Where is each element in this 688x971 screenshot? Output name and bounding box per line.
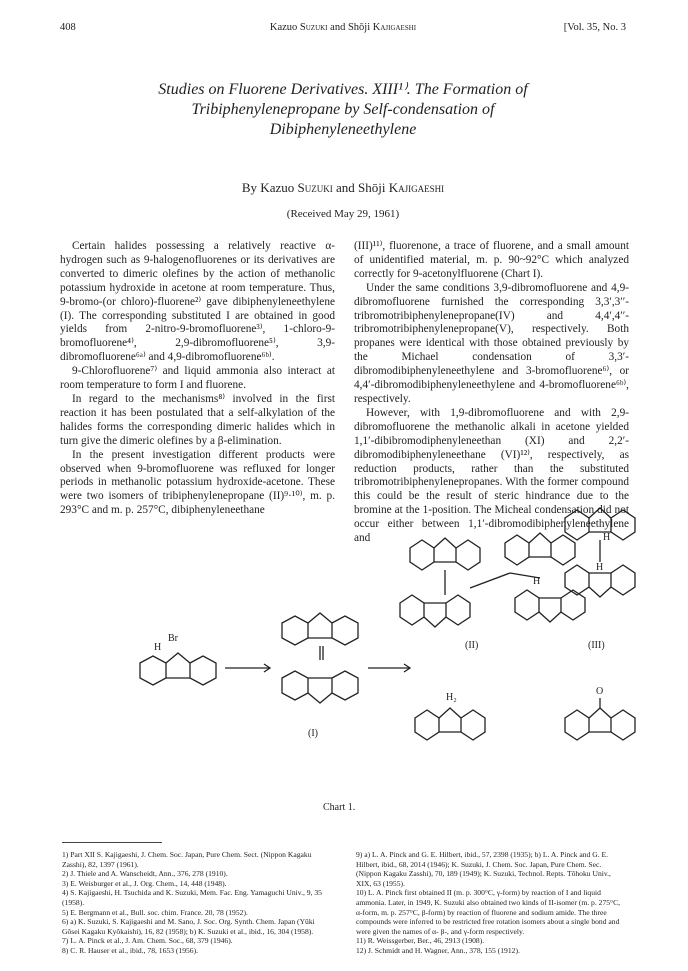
- paragraph: Certain halides possessing a relatively reactive α-hydrogen such as 9-halogenofluorenes or its derivatives are converted to dimeric olefines by the action of methanolic potassium hydroxide in acetone at room temperature. Thus, 9-bromo-(or chloro)-fluorene²⁾ gave dibiphenyleneethylene (I). The corresponding substituted I are obtained in good yields from 2-nitro-9-bromofluorene³⁾, 1-chloro-9-bromofluorene⁴⁾, 2,9-dibromofluorene⁵⁾, 3,9-dibromofluorene⁶ᵃ⁾ and 4,9-dibromofluorene⁶ᵇ⁾.: [60, 240, 335, 364]
- article-title: Studies on Fluorene Derivatives. XIII¹⁾. The Formation of Tribiphenylenepropane by Self-condensation of Dibiphenyleneethylene: [158, 81, 528, 138]
- fluorene-structure: [415, 708, 485, 740]
- atom-label-H: H: [533, 576, 541, 587]
- paragraph: 9-Chlorofluorene⁷⁾ and liquid ammonia also interact at room temperature to form I and fluorene.: [60, 365, 335, 392]
- footnote: 1) Part XII S. Kajigaeshi, J. Chem. Soc. Japan, Pure Chem. Sect. (Nippon Kagaku Zasshi), 82, 1397 (1961).: [62, 850, 312, 869]
- footnote: 5) E. Bergmann et al., Bull. soc. chim. France. 20, 78 (1952).: [62, 907, 248, 917]
- footnote: 8) C. R. Hauser et al., ibid., 78, 1653 (1956).: [62, 945, 199, 955]
- tribiphenylenepropane-structure: [400, 533, 585, 627]
- footnote: 12) J. Schmidt and H. Wagner, Ann., 378, 155 (1912).: [356, 945, 520, 955]
- footnote: 3) E. Weisburger et al., J. Org. Chem., 14, 448 (1948).: [62, 878, 227, 888]
- paragraph: (III)¹¹⁾, fluorenone, a trace of fluorene, and a small amount of unidentified material, m. p. 90~92°C which analyzed correctly for 9-acetonylfluorene (Chart I).: [354, 240, 629, 280]
- footnote: 7) L. A. Pinck et al., J. Am. Chem. Soc., 68, 379 (1946).: [62, 936, 233, 946]
- footnotes-right: [356, 850, 626, 956]
- received-date: (Received May 29, 1961): [286, 208, 400, 220]
- footnotes-left: [62, 850, 332, 956]
- running-authors: Kazuo Suzuki and Shōji Kajigaeshi: [269, 22, 417, 33]
- atom-label-H2: H₂: [446, 692, 457, 703]
- fluorenone-structure: [565, 698, 635, 740]
- chart-caption: Chart 1.: [323, 802, 356, 813]
- bromofluorene-structure: [140, 653, 216, 685]
- volume-info: [Vol. 35, No. 3: [563, 22, 626, 33]
- dibiphenyleneethylene-structure: [282, 613, 358, 703]
- footnote: 6) a) K. Suzuki, S. Kajigaeshi and M. Sano, J. Soc. Org. Synth. Chem. Japan (Yûki Gôsei Kagaku Kyôkaishi), 16, 82 (1958); b) K. Suzuki et al., ibid., 16, 304 (1958).: [62, 917, 315, 936]
- footnote-rule: [62, 842, 162, 843]
- atom-label-H: H: [596, 562, 604, 573]
- paragraph: In the present investigation different products were observed when 9-bromofluorene was refluxed for longer periods in methanolic potassium hydroxide-acetone. These were two isomers of tribiphenylenepropane (II)⁹·¹⁰⁾, m. p. 293°C and m. p. 257°C, dibiphenyleneethane: [60, 448, 335, 517]
- paragraph: In regard to the mechanisms⁸⁾ involved in the first reaction it has been postulated that a self-alkylation of the halides forms the corresponding dimeric halides which in turn give the dimeric olefines by a β-elimination.: [60, 392, 335, 447]
- paragraph: Under the same conditions 3,9-dibromofluorene and 4,9-dibromofluorene furnished the corresponding 3,3′,3′′-tribromotribiphenylenepropane(IV) and 4,4′,4′′-tribromotribiphenylenepropane(V), respectively. Both propanes were identical with those obtained previously by the Michael condensation of 3,3′-dibromodibiphenyleneethylene and 3-bromofluorene⁶⁾, or 4,4′-dibromodibiphenyleneethylene and 4-bromofluorene⁶ᵇ⁾, respectively.: [354, 281, 629, 405]
- footnote: 9) a) L. A. Pinck and G. E. Hilbert, ibid., 57, 2398 (1935); b) L. A. Pinck and G. E. Hilbert, ibid., 68, 2014 (1946); K. Suzuki, J. Chem. Soc. Japan, Pure Chem. Sec. (Nippon Kagaku Zasshi), 70, 189 (1949); K. Suzuki, Technol. Repts. Tôhoku Univ., XIX, 63 (1955).: [356, 850, 611, 888]
- compound-label-III: (III): [588, 640, 605, 651]
- compound-label-II: (II): [465, 640, 479, 651]
- left-column: [60, 240, 335, 518]
- footnote: 10) L. A. Pinck first obtained II (m. p. 300°C, γ-form) by reaction of I and liquid ammonia. Later, in 1949, K. Suzuki also obtained two kinds of II-isomer (m. p. 275°C, α-form, m. p. 257°C, β-form) by reaction of fluorene and sodium amide. The three compounds were inferred to be restricted free rotation isomers about a single bond and were given the names of α- β-, and γ-form respectively.: [356, 888, 621, 936]
- atom-label-O: O: [596, 686, 604, 697]
- page-number: 408: [60, 22, 76, 33]
- footnote: 11) R. Weissgerber, Ber., 46, 2913 (1908).: [356, 936, 485, 946]
- chart-1-figure: [110, 488, 650, 828]
- atom-label-H: H: [603, 532, 611, 543]
- footnote: 4) S. Kajigaeshi, H. Tsuchida and K. Suzuki, Mem. Fac. Eng. Yamaguchi Univ., 9, 35 (1958).: [62, 888, 322, 907]
- atom-label-Br: Br: [168, 633, 178, 644]
- footnote: 2) J. Thiele and A. Wanscheidt, Ann., 376, 278 (1910).: [62, 869, 228, 879]
- atom-label-H: H: [154, 642, 162, 653]
- compound-label-I: (I): [308, 728, 318, 739]
- byline: By Kazuo Suzuki and Shōji Kajigaeshi: [241, 180, 445, 195]
- paragraph: However, with 1,9-dibromofluorene and with 2,9-dibromofluorene the methanolic alkali in acetone yielded 1,1′-dibibromodiphenyleneethan (XI) and 2,2′-dibromodibiphenyleneethane (VI)¹²⁾, respectively, as reduction products, rather than the substituted tribromotribiphenylenepropanes. With the former compound this could be the result of steric hindrance due to the bromine at the 1-position. The Micheal condensation did not occur either between 1,1′-dibromodibiphenyleneethylene and: [354, 406, 629, 545]
